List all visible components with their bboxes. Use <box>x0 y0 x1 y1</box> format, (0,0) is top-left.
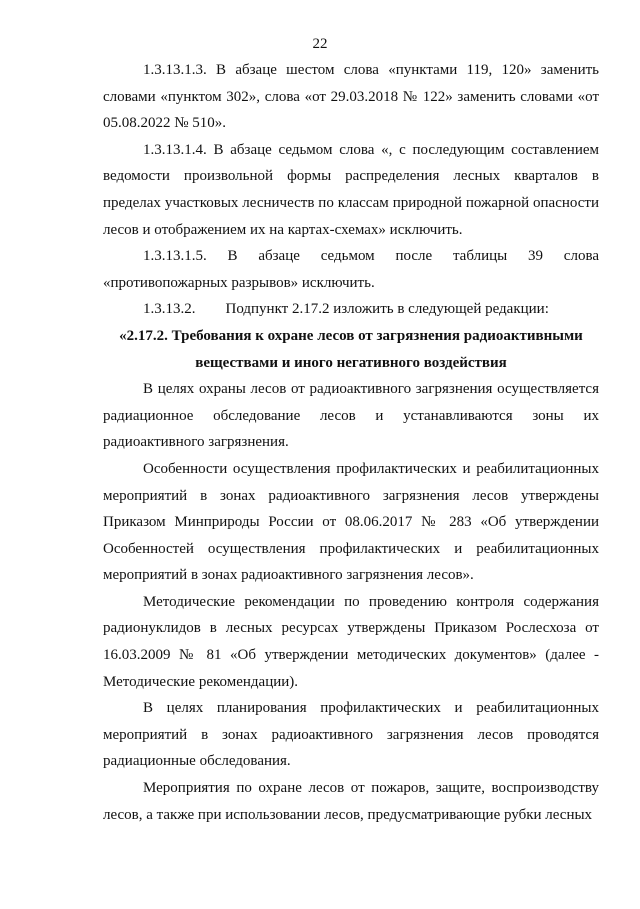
section-heading <box>103 323 599 376</box>
paragraph-radiation-survey: В целях охраны лесов от радиоактивного загрязнения осуществляется радиационное обследование лесов и устанавливаются зоны их радиоактивного загрязнения. <box>103 381 599 451</box>
paragraph-forest-protection-measures: Мероприятия по охране лесов от пожаров, защите, воспроизводству лесов, а также при использовании лесов, предусматривающие рубки лесных <box>103 780 599 823</box>
paragraph-1-3-13-1-4: 1.3.13.1.4. В абзаце седьмом слова «, с последующим составлением ведомости произвольной формы распределения лесных кварталов в пределах участковых лесничеств по классам природной пожарной опасности лесов и отображением их на картах-схемах» исключить. <box>103 141 599 238</box>
paragraph-planning: В целях планирования профилактических и реабилитационных мероприятий в зонах радиоактивного загрязнения лесов проводятся радиационные обследования. <box>103 700 599 770</box>
paragraph-1-3-13-1-3: 1.3.13.1.3. В абзаце шестом слова «пунктами 119, 120» заменить словами «пунктом 302», слова «от 29.03.2018 № 122» заменить словами «от 05.08.2022 № 510». <box>103 62 599 132</box>
paragraph-methodical-recommendations: Методические рекомендации по проведению контроля содержания радионуклидов в лесных ресурсах утверждены Приказом Рослесхоза от 16.03.2009 № 81 «Об утверждении методических документов» (далее - Методические рекомендации). <box>103 593 599 690</box>
paragraph-preventive-measures: Особенности осуществления профилактических и реабилитационных мероприятий в зонах радиоактивного загрязнения лесов утверждены Приказом Минприроды России от 08.06.2017 № 283 «Об утверждении Особенностей осуществления профилактических и реабилитационных мероприятий в зонах радиоактивного загрязнения лесов». <box>103 460 599 584</box>
subpoint-number: 1.3.13.2. <box>143 301 196 318</box>
section-heading-line-1: «2.17.2. Требования к охране лесов от загрязнения радиоактивными <box>119 327 583 344</box>
subpoint-text: Подпункт 2.17.2 изложить в следующей редакции: <box>225 301 549 318</box>
paragraph-1-3-13-1-5: 1.3.13.1.5. В абзаце седьмом после таблицы 39 слова «противопожарных разрывов» исключить. <box>103 248 599 291</box>
document-body <box>103 57 599 828</box>
paragraph-1-3-13-2 <box>103 296 599 323</box>
page-number: 22 <box>312 36 328 52</box>
section-heading-line-2: веществами и иного негативного воздействия <box>195 354 507 371</box>
